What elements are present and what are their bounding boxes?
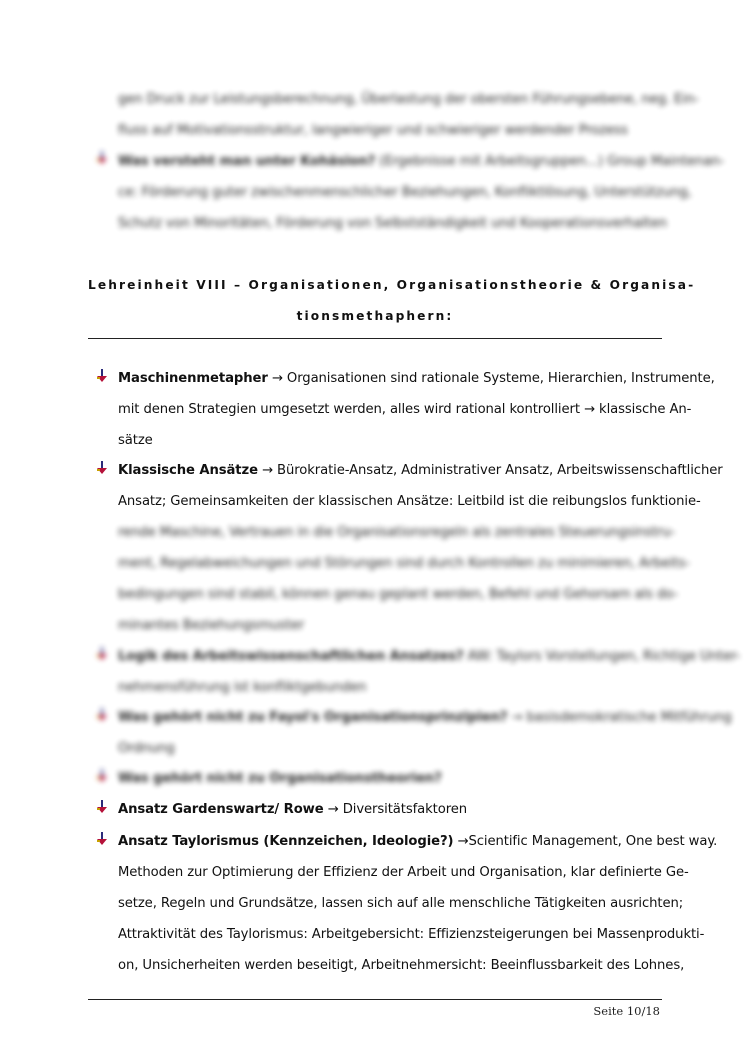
- item-label: Maschinenmetapher: [118, 371, 268, 386]
- text-line: Ansatz; Gemeinsamkeiten der klassischen Ansätze: Leitbild ist die reibungslos funktionie-: [118, 494, 701, 509]
- item-label: Was versteht man unter Kohäsion?: [118, 154, 376, 169]
- arrow-down-bullet-icon: [96, 151, 108, 165]
- item-text: →Scientific Management, One best way.: [453, 834, 718, 849]
- item-label: Was gehört nicht zu Organisationstheorien?: [118, 771, 442, 786]
- item-text: → basisdemokratische Mitführung: [507, 710, 732, 725]
- text-line: mit denen Strategien umgesetzt werden, alles wird rational kontrolliert → klassische An-: [118, 402, 692, 417]
- text-line: ce: Förderung guter zwischenmenschlicher Beziehungen, Konfliktlösung, Unterstützung,: [118, 185, 692, 200]
- arrow-down-bullet-icon: [96, 832, 108, 846]
- list-item-organisationstheorien: [118, 771, 658, 787]
- text-line: Ordnung: [118, 741, 175, 756]
- section-heading-line2: tionsmethaphern:: [296, 309, 454, 323]
- list-item-fayol: [118, 710, 732, 726]
- list-item-klassische-ansaetze: [118, 463, 723, 479]
- section-heading-line1: Lehreinheit VIII – Organisationen, Organisationstheorie & Organisa-: [88, 278, 696, 292]
- item-label: Was gehört nicht zu Fayol's Organisationsprinzipien?: [118, 710, 508, 725]
- item-label: Logik des Arbeitswissenschaftlichen Ansatzes?: [118, 649, 464, 664]
- list-item-taylorismus: [118, 834, 718, 850]
- text-line: Attraktivität des Taylorismus: Arbeitgebersicht: Effizienzsteigerungen bei Massenprodukti-: [118, 927, 705, 942]
- footer-divider: [88, 999, 662, 1000]
- item-text: → Diversitätsfaktoren: [323, 802, 468, 817]
- item-label: Klassische Ansätze: [118, 463, 258, 478]
- text-line: bedingungen sind stabil, können genau geplant werden, Befehl und Gehorsam als do-: [118, 587, 679, 602]
- item-label: Ansatz Taylorismus (Kennzeichen, Ideologie?): [118, 834, 454, 849]
- item-text: → Bürokratie-Ansatz, Administrativer Ansatz, Arbeitswissenschaftlicher: [257, 463, 723, 478]
- text-line: rende Maschine, Vertrauen in die Organisationsregeln als zentrales Steuerungsinstru-: [118, 525, 676, 540]
- text-line: Methoden zur Optimierung der Effizienz der Arbeit und Organisation, klar definierte Ge-: [118, 865, 689, 880]
- text-line: fluss auf Motivationsstruktur, langwieriger und schwieriger werdender Prozess: [118, 123, 628, 138]
- text-line: nehmensführung ist konfliktgebunden: [118, 680, 367, 695]
- arrow-down-bullet-icon: [96, 708, 108, 722]
- item-text: AW: Taylors Vorstellungen, Richtige Unter-: [463, 649, 741, 664]
- item-text: (Ergebnisse mit Arbeitsgruppen...) Group Maintenan-: [375, 154, 725, 169]
- text-line: ment, Regelabweichungen und Störungen sind durch Kontrollen zu minimieren, Arbeits-: [118, 556, 690, 571]
- text-line: setze, Regeln und Grundsätze, lassen sich auf alle menschliche Tätigkeiten ausrichten;: [118, 896, 684, 911]
- heading-divider: [88, 338, 662, 339]
- page-number: Seite 10/18: [593, 1004, 660, 1018]
- item-label: Ansatz Gardenswartz/ Rowe: [118, 802, 324, 817]
- list-item-gardenswartz: [118, 802, 658, 818]
- arrow-down-bullet-icon: [96, 769, 108, 783]
- arrow-down-bullet-icon: [96, 461, 108, 475]
- arrow-down-bullet-icon: [96, 369, 108, 383]
- list-item-kohaesion: [118, 154, 725, 170]
- arrow-down-bullet-icon: [96, 647, 108, 661]
- list-item-logik: [118, 649, 741, 665]
- text-line: minantes Beziehungsmuster: [118, 618, 305, 633]
- text-line: on, Unsicherheiten werden beseitigt, Arbeitnehmersicht: Beeinflussbarkeit des Lohnes,: [118, 958, 685, 973]
- list-item-maschinenmetapher: [118, 371, 715, 387]
- text-line: gen Druck zur Leistungsberechnung, Überlastung der obersten Führungsebene, neg. Ein-: [118, 92, 699, 107]
- arrow-down-bullet-icon: [96, 800, 108, 814]
- text-line: sätze: [118, 433, 153, 448]
- text-line: Schutz von Minoritäten, Förderung von Selbstständigkeit und Kooperationsverhalten: [118, 216, 667, 231]
- item-text: → Organisationen sind rationale Systeme, Hierarchien, Instrumente,: [267, 371, 715, 386]
